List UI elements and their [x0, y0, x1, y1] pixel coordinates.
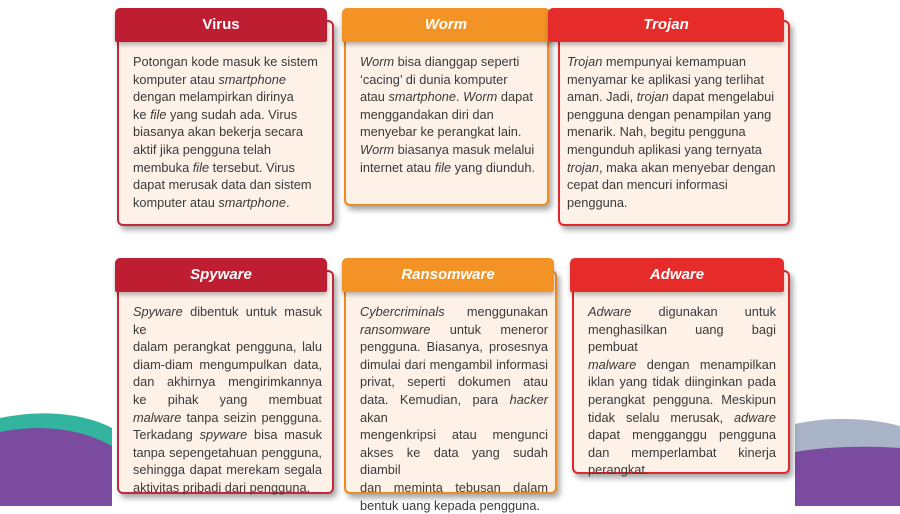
italic-term: spyware [199, 427, 248, 443]
body-text-line [360, 356, 548, 374]
body-text-line [588, 391, 776, 409]
text-run: menggunakan [444, 304, 548, 319]
text-run: tersebut. Virus [209, 159, 295, 175]
body-text-line [588, 426, 776, 444]
ransomware-card-title: Ransomware [401, 266, 495, 283]
body-text-line [133, 141, 325, 159]
italic-term: adware [734, 409, 776, 425]
text-run: dapat mengganggu pengguna [588, 427, 776, 443]
italic-term: hacker [509, 391, 548, 407]
text-run: data. Kemudian, para [360, 391, 510, 407]
text-run: perangkat. [588, 462, 649, 478]
text-run: menggandakan diri dan [360, 106, 494, 122]
body-text-line [133, 176, 325, 194]
body-text-line [133, 106, 325, 124]
italic-term: file [150, 106, 167, 122]
text-run: komputer atau [133, 194, 219, 210]
body-text-line [360, 444, 548, 479]
body-text-line [360, 88, 546, 106]
italic-term: smartphone [218, 194, 286, 210]
body-text-line [133, 159, 325, 177]
adware-card-title: Adware [649, 266, 705, 283]
body-text-line [567, 141, 782, 159]
italic-term: Worm [463, 89, 498, 105]
body-text-line [133, 71, 325, 89]
italic-term: malware [588, 356, 637, 372]
italic-term: smartphone [218, 71, 286, 87]
italic-term: Worm [360, 141, 395, 157]
text-run: biasanya masuk melalui [394, 141, 535, 157]
text-run: pengguna dengan penampilan yang [567, 106, 772, 122]
adware-card-header [570, 258, 784, 292]
body-text-line [567, 88, 782, 106]
text-run: aktivitas pribadi dari pengguna. [133, 479, 311, 495]
text-run: Terkadang [133, 427, 200, 443]
text-run: dimulai dari mengambil informasi [360, 356, 548, 372]
body-text-line [360, 321, 548, 339]
body-text-line [360, 303, 548, 321]
italic-term: ransomware [360, 321, 431, 337]
italic-term: Spyware [133, 304, 183, 319]
text-run: . [285, 194, 290, 210]
body-text-line [360, 71, 546, 89]
body-text-line [133, 391, 322, 409]
italic-term: trojan [636, 89, 669, 105]
body-text-line [133, 409, 322, 427]
text-run: tanpa seizin pengguna. [181, 409, 322, 425]
text-run: biasanya akan bekerja secara [133, 124, 304, 140]
body-text-line [588, 373, 776, 391]
text-run: dan memperlambat kinerja [588, 444, 776, 460]
body-text-line [360, 479, 548, 497]
text-run: dapat merusak data dan sistem [133, 177, 312, 193]
trojan-card-title: Trojan [643, 16, 689, 33]
text-run: internet atau [360, 159, 435, 175]
body-text-line [360, 141, 546, 159]
text-run: dalam perangkat pengguna, lalu [133, 339, 322, 355]
text-run: bisa masuk [247, 427, 322, 443]
body-text-line [567, 123, 782, 141]
virus-card-title: Virus [202, 16, 240, 33]
text-run: , maka akan menyebar dengan [599, 159, 776, 175]
body-text-line [588, 303, 776, 321]
text-run: membuka [133, 159, 193, 175]
body-text-line [133, 338, 322, 356]
text-run: akan [360, 409, 388, 425]
text-run: Potongan kode masuk ke sistem [133, 54, 318, 69]
text-run: menghasilkan uang bagi pembuat [588, 321, 776, 355]
text-run: tanpa sepengetahuan pengguna, [133, 444, 322, 460]
body-text-line [588, 409, 776, 427]
text-run: akses ke data yang sudah diambil [360, 444, 548, 478]
body-text-line [360, 426, 548, 444]
text-run: menyamar ke aplikasi yang terlihat [567, 71, 765, 87]
text-run: dan akhirnya mengirimkannya [133, 374, 322, 390]
text-run: untuk meneror [430, 321, 548, 337]
body-text-line [133, 373, 322, 391]
italic-term: file [192, 159, 210, 175]
text-run: . [456, 89, 464, 105]
trojan-card-body [567, 53, 782, 211]
text-run: digunakan untuk [631, 304, 776, 319]
italic-term: trojan [567, 159, 600, 175]
virus-card-body [133, 53, 325, 211]
text-run: menyebar ke perangkat lain. [360, 124, 522, 140]
body-text-line [133, 123, 325, 141]
body-text-line [567, 176, 782, 194]
spyware-card-title: Spyware [190, 266, 252, 283]
body-text-line [360, 338, 548, 356]
italic-term: malware [133, 409, 182, 425]
body-text-line [133, 194, 325, 212]
text-run: ke pihak yang membuat [133, 391, 322, 407]
spyware-card-body [133, 303, 322, 497]
text-run: mempunyai kemampuan [602, 54, 747, 69]
italic-term: Trojan [567, 54, 603, 69]
body-text-line [133, 88, 325, 106]
body-text-line [360, 123, 546, 141]
body-text-line [588, 321, 776, 356]
text-run: komputer atau [133, 71, 219, 87]
text-run: dan meminta tebusan dalam [360, 479, 548, 495]
text-run: iklan yang tidak diinginkan pada [588, 374, 776, 390]
italic-term: Cybercriminals [360, 304, 445, 319]
body-text-line [588, 444, 776, 462]
body-text-line [567, 159, 782, 177]
body-text-line [567, 53, 782, 71]
body-text-line [588, 356, 776, 374]
virus-card-header [115, 8, 327, 42]
italic-term: file [434, 159, 452, 175]
text-run: sehingga dapat merekam segala [133, 462, 322, 478]
body-text-line [133, 444, 322, 462]
spyware-card-header [115, 258, 327, 292]
worm-card-header [342, 8, 550, 42]
body-text-line [360, 497, 548, 514]
text-run: yang diunduh. [451, 159, 536, 175]
worm-card-body [360, 53, 546, 176]
body-text-line [567, 106, 782, 124]
ransomware-card-body [360, 303, 548, 514]
body-text-line [133, 53, 325, 71]
text-run: atau [360, 89, 389, 105]
text-run: mengenkripsi atau mengunci [360, 427, 548, 443]
worm-card-title: Worm [424, 16, 468, 33]
text-run: dapat mengelabui [668, 89, 775, 105]
body-text-line [133, 479, 322, 497]
text-run: menarik. Nah, begitu pengguna [567, 124, 746, 140]
body-text-line [360, 53, 546, 71]
body-text-line [360, 159, 546, 177]
text-run: mengunduh aplikasi yang ternyata [567, 141, 762, 157]
adware-card-body [588, 303, 776, 479]
body-text-line [360, 391, 548, 426]
body-text-line [360, 106, 546, 124]
text-run: aman. Jadi, [567, 89, 637, 105]
body-text-line [567, 194, 782, 212]
text-run: pengguna. Biasanya, prosesnya [360, 339, 548, 355]
text-run: privat, seperti dokumen atau [360, 374, 548, 390]
body-text-line [360, 373, 548, 391]
text-run: dapat [497, 89, 533, 105]
italic-term: smartphone [388, 89, 457, 105]
trojan-card-header [548, 8, 784, 42]
italic-term: Worm [360, 54, 395, 69]
body-text-line [133, 356, 322, 374]
body-text-line [133, 426, 322, 444]
body-text-line [133, 461, 322, 479]
text-run: tidak selalu merusak, [588, 409, 735, 425]
text-run: ‘cacing’ di dunia komputer [360, 71, 508, 87]
text-run: perangkat pengguna. Meskipun [588, 391, 776, 407]
right-purple-wave [795, 447, 900, 506]
italic-term: Adware [588, 304, 632, 319]
text-run: aktif jika pengguna telah [133, 141, 272, 157]
text-run: yang sudah ada. Virus [166, 106, 298, 122]
left-purple-wave [0, 428, 112, 506]
text-run: dengan melampirkan dirinya [133, 89, 294, 105]
text-run: ke [133, 106, 151, 122]
body-text-line [133, 303, 322, 338]
body-text-line [567, 71, 782, 89]
text-run: bisa dianggap seperti [394, 54, 520, 69]
text-run: dengan menampilkan [636, 356, 776, 372]
body-text-line [588, 461, 776, 479]
text-run: diam-diam mengumpulkan data, [133, 356, 322, 372]
text-run: bentuk uang kepada pengguna. [360, 497, 541, 513]
ransomware-card-header [342, 258, 554, 292]
text-run: cepat dan mencuri informasi [567, 177, 728, 193]
text-run: pengguna. [567, 194, 628, 210]
text-run: dibentuk untuk masuk ke [133, 304, 322, 337]
